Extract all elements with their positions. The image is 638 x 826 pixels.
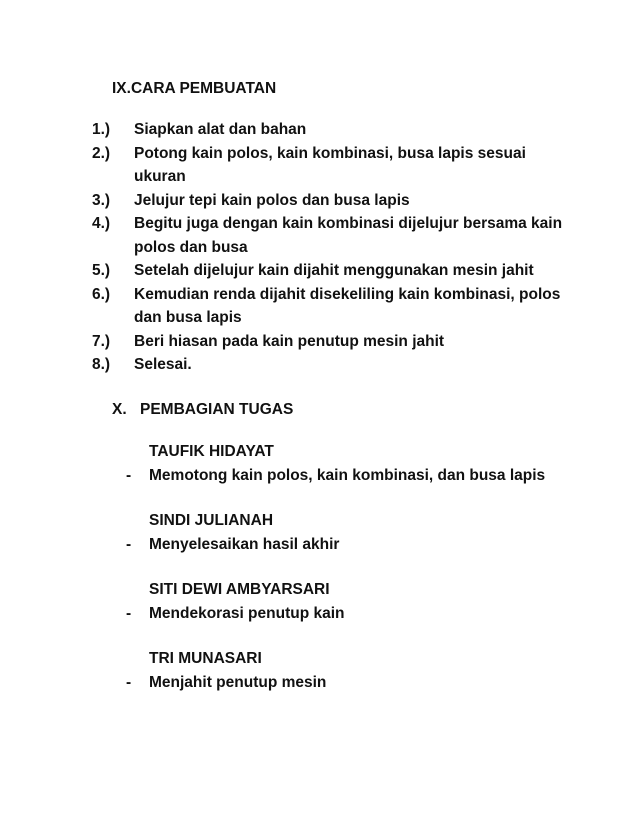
task-item	[125, 578, 565, 625]
member-name: TRI MUNASARI	[149, 650, 262, 667]
step-text: Setelah dijelujur kain dijahit menggunakan mesin jahit	[134, 262, 534, 279]
step-number: 5.)	[92, 262, 111, 279]
step-text: Jelujur tepi kain polos dan busa lapis	[134, 191, 410, 209]
step-text: Siapkan alat dan bahan	[134, 121, 307, 138]
step-item	[92, 189, 572, 213]
member-name: SINDI JULIANAH	[149, 512, 274, 529]
member-name: TAUFIK HIDAYAT	[149, 443, 274, 460]
duty-text: Mendekorasi penutup kain	[149, 604, 345, 622]
step-text: Potong kain polos, kain kombinasi, busa lapis sesuai ukuran	[134, 144, 526, 185]
member-duty	[125, 671, 565, 695]
step-text: Kemudian renda dijahit disekeliling kain kombinasi, polos dan busa lapis	[134, 285, 561, 326]
task-item	[125, 440, 565, 487]
step-item	[92, 283, 572, 330]
duty-text: Memotong kain polos, kain kombinasi, dan busa lapis	[149, 466, 546, 484]
step-item	[92, 353, 572, 377]
step-text: Begitu juga dengan kain kombinasi dijelujur bersama kain polos dan busa	[134, 215, 563, 256]
dash-bullet: -	[126, 604, 132, 622]
task-item	[125, 509, 565, 556]
step-item	[92, 212, 572, 259]
task-item	[125, 647, 565, 694]
step-number: 7.)	[92, 332, 111, 350]
member-name: SITI DEWI AMBYARSARI	[149, 581, 330, 598]
steps-list	[92, 118, 572, 377]
section-ix-heading	[112, 77, 276, 101]
step-item	[92, 259, 572, 283]
member-duty	[125, 464, 565, 488]
section-x-heading	[112, 398, 293, 422]
step-text: Beri hiasan pada kain penutup mesin jahit	[134, 332, 445, 350]
duty-text: Menyelesaikan hasil akhir	[149, 535, 340, 553]
step-item	[92, 330, 572, 354]
step-number: 8.)	[92, 356, 111, 373]
dash-bullet: -	[126, 466, 132, 484]
step-number: 2.)	[92, 144, 111, 162]
duty-text: Menjahit penutup mesin	[149, 673, 327, 691]
section-ix-number: IX.	[112, 80, 131, 97]
section-x-title: PEMBAGIAN TUGAS	[140, 401, 294, 418]
member-duty	[125, 602, 565, 626]
dash-bullet: -	[126, 673, 132, 691]
section-x-number: X.	[112, 401, 127, 418]
step-number: 4.)	[92, 215, 111, 232]
section-ix-title: CARA PEMBUATAN	[130, 80, 277, 97]
step-number: 3.)	[92, 191, 111, 209]
task-list	[125, 440, 565, 716]
member-duty	[125, 533, 565, 557]
step-text: Selesai.	[134, 356, 192, 373]
step-item	[92, 118, 572, 142]
step-number: 1.)	[92, 121, 111, 138]
step-number: 6.)	[92, 285, 111, 303]
dash-bullet: -	[126, 535, 132, 553]
step-item	[92, 142, 572, 189]
